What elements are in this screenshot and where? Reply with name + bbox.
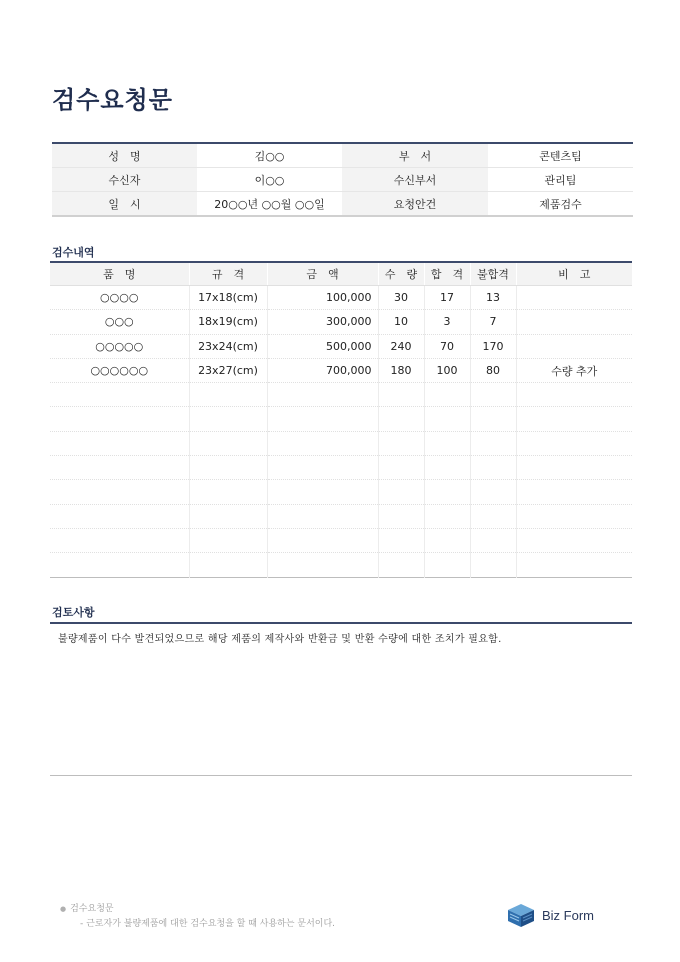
table-cell: 240 [378, 334, 424, 358]
table-cell [189, 383, 267, 407]
table-row [50, 553, 632, 577]
table-cell: 7 [470, 310, 516, 334]
table-cell: 500,000 [267, 334, 378, 358]
table-cell [189, 456, 267, 480]
table-cell [424, 407, 470, 431]
table-cell [50, 431, 189, 455]
table-cell [516, 383, 632, 407]
table-cell [424, 383, 470, 407]
table-row [50, 407, 632, 431]
column-header: 품 명 [50, 262, 189, 286]
column-header: 합 격 [424, 262, 470, 286]
table-cell [424, 480, 470, 504]
table-cell [50, 504, 189, 528]
table-cell [378, 431, 424, 455]
table-cell: 13 [470, 286, 516, 310]
table-cell: 23x24(cm) [189, 334, 267, 358]
info-value: 이○○ [197, 168, 342, 192]
column-header: 불합격 [470, 262, 516, 286]
table-cell [516, 407, 632, 431]
table-cell [267, 480, 378, 504]
table-row [50, 383, 632, 407]
table-cell [189, 504, 267, 528]
table-cell [470, 480, 516, 504]
page-title: 검수요청문 [52, 86, 173, 114]
table-cell [378, 480, 424, 504]
table-cell [424, 528, 470, 552]
table-cell: ○○○○○○ [50, 358, 189, 382]
table-cell [50, 456, 189, 480]
info-value: 제품검수 [488, 192, 633, 217]
table-cell [267, 407, 378, 431]
table-cell [267, 431, 378, 455]
table-cell: 170 [470, 334, 516, 358]
footnote [60, 902, 335, 932]
logo-text: Biz Form [542, 907, 594, 923]
info-label: 수신자 [52, 168, 197, 192]
footnote-title: 검수요청문 [70, 904, 114, 914]
table-cell [378, 407, 424, 431]
table-cell: 80 [470, 358, 516, 382]
table-cell: 17x18(cm) [189, 286, 267, 310]
info-label: 일 시 [52, 192, 197, 217]
table-cell [516, 431, 632, 455]
table-cell [424, 456, 470, 480]
table-cell [50, 553, 189, 577]
table-cell [424, 504, 470, 528]
table-cell [50, 407, 189, 431]
table-cell [189, 407, 267, 431]
table-cell [516, 286, 632, 310]
table-row [50, 431, 632, 455]
table-cell [470, 504, 516, 528]
info-label: 요청안건 [342, 192, 488, 217]
table-cell [516, 553, 632, 577]
table-row [50, 334, 632, 358]
table-row [50, 504, 632, 528]
table-cell: 180 [378, 358, 424, 382]
table-cell [378, 383, 424, 407]
info-row [52, 143, 633, 168]
info-value: 콘텐츠팀 [488, 143, 633, 168]
info-value: 관리팀 [488, 168, 633, 192]
table-cell [267, 383, 378, 407]
column-header: 비 고 [516, 262, 632, 286]
table-cell: 17 [424, 286, 470, 310]
table-cell [378, 553, 424, 577]
table-cell: 70 [424, 334, 470, 358]
table-cell [424, 431, 470, 455]
table-cell [378, 504, 424, 528]
table-cell [516, 504, 632, 528]
bullet-icon: ● [60, 905, 67, 913]
table-cell [516, 480, 632, 504]
table-row [50, 480, 632, 504]
column-header: 수 량 [378, 262, 424, 286]
table-cell: 10 [378, 310, 424, 334]
info-value: 김○○ [197, 143, 342, 168]
table-cell: ○○○○ [50, 286, 189, 310]
table-cell: 700,000 [267, 358, 378, 382]
info-row [52, 168, 633, 192]
review-text: 불량제품이 다수 발견되었으므로 해당 제품의 제작사와 반환금 및 반환 수량에 대한 조치가 필요함. [58, 634, 502, 645]
table-cell: ○○○ [50, 310, 189, 334]
building-logo-icon [506, 902, 536, 928]
table-cell [378, 456, 424, 480]
table-cell: 수량 추가 [516, 358, 632, 382]
info-label: 수신부서 [342, 168, 488, 192]
review-box [50, 622, 632, 776]
table-cell [470, 431, 516, 455]
table-row [50, 528, 632, 552]
table-cell [189, 553, 267, 577]
table-cell: 30 [378, 286, 424, 310]
table-cell [50, 528, 189, 552]
table-cell [516, 334, 632, 358]
table-cell [470, 528, 516, 552]
footnote-desc: - 근로자가 불량제품에 대한 검수요청을 할 때 사용하는 문서이다. [80, 919, 336, 929]
table-cell [516, 456, 632, 480]
biz-form-logo [506, 902, 594, 928]
table-cell [470, 383, 516, 407]
table-cell: 23x27(cm) [189, 358, 267, 382]
table-cell [516, 310, 632, 334]
info-label: 부 서 [342, 143, 488, 168]
table-row [50, 310, 632, 334]
table-cell [470, 553, 516, 577]
table-row [50, 456, 632, 480]
table-cell [50, 383, 189, 407]
table-cell [267, 553, 378, 577]
table-row [50, 286, 632, 310]
column-header: 규 격 [189, 262, 267, 286]
column-header: 금 액 [267, 262, 378, 286]
table-cell: 18x19(cm) [189, 310, 267, 334]
table-cell: 300,000 [267, 310, 378, 334]
info-value: 20○○년 ○○월 ○○일 [197, 192, 342, 217]
table-cell: ○○○○○ [50, 334, 189, 358]
detail-table [50, 261, 632, 578]
table-cell [267, 504, 378, 528]
table-cell [470, 407, 516, 431]
table-cell [516, 528, 632, 552]
table-cell [424, 553, 470, 577]
info-table [52, 142, 633, 217]
table-cell: 100 [424, 358, 470, 382]
detail-section-title: 검수내역 [52, 246, 95, 259]
table-cell: 100,000 [267, 286, 378, 310]
table-cell [267, 528, 378, 552]
table-cell [470, 456, 516, 480]
table-cell [189, 528, 267, 552]
table-row [50, 358, 632, 382]
table-cell [267, 456, 378, 480]
table-cell: 3 [424, 310, 470, 334]
review-section-title: 검토사항 [52, 606, 95, 619]
table-cell [189, 480, 267, 504]
table-cell [189, 431, 267, 455]
table-cell [50, 480, 189, 504]
info-row [52, 192, 633, 217]
info-label: 성 명 [52, 143, 197, 168]
table-cell [378, 528, 424, 552]
